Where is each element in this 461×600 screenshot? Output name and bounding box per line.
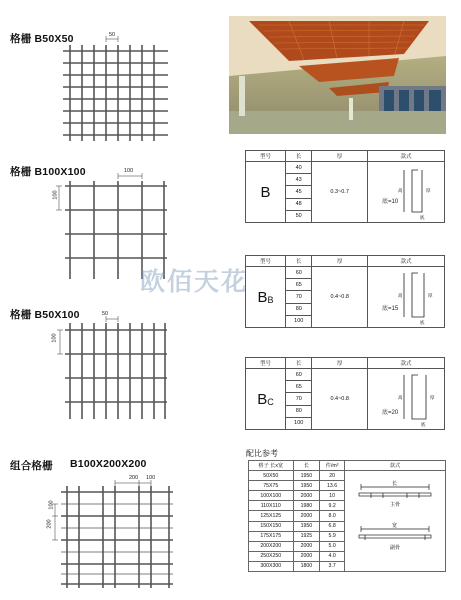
model-sub: B (267, 294, 274, 305)
ratio-cell: 3.7 (320, 561, 345, 571)
ratio-table (248, 460, 446, 572)
length-cell: 60 (286, 267, 312, 279)
ratio-cell: 250X250 (249, 551, 294, 561)
length-cell: 65 (286, 279, 312, 291)
ratio-cell: 75X75 (249, 481, 294, 491)
col-style: 款式 (368, 358, 445, 369)
ratio-cell: 50X50 (249, 471, 294, 481)
col-thickness: 厚 (312, 358, 368, 369)
ratio-cell: 175X175 (249, 531, 294, 541)
ratio-cell: 8.0 (320, 511, 345, 521)
ratio-cell: 2000 (293, 551, 320, 561)
length-cell: 43 (285, 174, 311, 186)
length-cell: 65 (286, 381, 312, 393)
length-cell: 70 (286, 291, 312, 303)
length-cell: 80 (286, 405, 312, 417)
thickness-cell: 0.3~0.7 (312, 162, 368, 223)
ratio-cell: 2000 (293, 541, 320, 551)
grid-dim-top: 100 (124, 168, 134, 174)
ratio-col-length: 长 (293, 461, 320, 471)
ratio-cell: 300X300 (249, 561, 294, 571)
model-letter: B (257, 288, 268, 306)
thick-label: 厚 (428, 293, 433, 298)
height-label: 高 (398, 293, 403, 298)
model-cell (246, 369, 286, 430)
spec-table-bc (245, 357, 445, 430)
ratio-col-pieces: 件/m² (320, 461, 345, 471)
ratio-cell: 2000 (293, 511, 320, 521)
col-length: 长 (285, 151, 311, 162)
ratio-cell: 1980 (293, 501, 320, 511)
length-cell: 48 (285, 198, 311, 210)
main-label: 主骨 (390, 502, 401, 509)
watermark: 欧佰天花 (140, 268, 249, 296)
ratio-cell: 150X150 (249, 521, 294, 531)
ratio-cell: 13.6 (320, 481, 345, 491)
ratio-cell: 5.9 (320, 531, 345, 541)
grid-dim-top-b: 100 (146, 475, 156, 481)
grid-dim-label: 50 (109, 32, 116, 38)
ratio-cell: 20 (320, 471, 345, 481)
grid-title-b50x50: 格栅 B50X50 (10, 33, 74, 45)
ratio-cell: 1800 (293, 561, 320, 571)
grid-title-b100x100: 格栅 B100X100 (10, 166, 86, 178)
ratio-col-style: 款式 (345, 461, 446, 471)
sub-label: 副骨 (390, 545, 401, 552)
col-model: 型号 (246, 358, 286, 369)
grid-combo-drawing (55, 480, 180, 590)
model-cell (246, 162, 286, 223)
col-thickness: 厚 (312, 151, 368, 162)
ratio-cell: 1950 (293, 481, 320, 491)
ratio-cell: 1925 (293, 531, 320, 541)
ratio-cell: 9.2 (320, 501, 345, 511)
base-size: 底=20 (382, 410, 399, 416)
ratio-col-size: 格子 长x宽 (249, 461, 294, 471)
thickness-cell: 0.4~0.8 (312, 369, 368, 430)
thick-label: 厚 (430, 395, 435, 400)
model-sub: C (267, 396, 274, 407)
table-row (249, 471, 446, 481)
ratio-style-diagram (345, 471, 446, 572)
ratio-cell: 6.8 (320, 521, 345, 531)
base-label: 底 (421, 422, 426, 427)
base-label: 底 (420, 215, 425, 220)
length-cell: 100 (286, 315, 312, 327)
long-label: 长 (392, 481, 398, 488)
grid-title-b50x100: 格栅 B50X100 (10, 309, 80, 321)
ratio-cell: 200X200 (249, 541, 294, 551)
length-cell: 50 (285, 210, 311, 222)
ratio-title: 配比参考 (246, 449, 278, 458)
grid-dim-side-b: 100 (48, 500, 55, 510)
height-label: 高 (398, 188, 403, 193)
ratio-cell: 5.0 (320, 541, 345, 551)
thickness-cell: 0.4~0.8 (312, 267, 368, 328)
col-length: 长 (286, 256, 312, 267)
grid-title-combo-model: B100X200X200 (70, 458, 147, 470)
ratio-cell: 1950 (293, 521, 320, 531)
grid-dim-top: 50 (102, 311, 109, 317)
spec-table-b (245, 150, 445, 223)
ceiling-photo (229, 16, 446, 134)
ratio-cell: 10 (320, 491, 345, 501)
grid-b50x100-drawing (57, 313, 177, 423)
model-letter: B (257, 390, 268, 408)
model-letter: B (260, 183, 271, 201)
col-style: 款式 (368, 151, 445, 162)
base-size: 底=10 (382, 199, 399, 205)
col-thickness: 厚 (312, 256, 368, 267)
profile-diagram (368, 267, 445, 328)
length-cell: 100 (286, 417, 312, 429)
model-cell (246, 267, 286, 328)
grid-b50x50-drawing (60, 33, 180, 143)
spec-table-bb (245, 255, 445, 328)
grid-dim-side: 100 (52, 190, 59, 200)
length-cell: 70 (286, 393, 312, 405)
length-cell: 60 (286, 369, 312, 381)
ratio-cell: 110X110 (249, 501, 294, 511)
wide-label: 宽 (392, 523, 398, 530)
base-size: 底=15 (382, 306, 399, 312)
col-model: 型号 (246, 151, 286, 162)
ratio-cell: 100X100 (249, 491, 294, 501)
profile-diagram (368, 369, 445, 430)
thick-label: 厚 (426, 188, 431, 193)
grid-dim-side: 100 (51, 333, 58, 343)
ratio-cell: 125X125 (249, 511, 294, 521)
length-cell: 45 (285, 186, 311, 198)
col-style: 款式 (368, 256, 445, 267)
ratio-cell: 4.0 (320, 551, 345, 561)
col-length: 长 (286, 358, 312, 369)
height-label: 高 (398, 395, 403, 400)
col-model: 型号 (246, 256, 286, 267)
ratio-cell: 2000 (293, 491, 320, 501)
profile-diagram (368, 162, 445, 223)
grid-title-combo: 组合格栅 (10, 460, 53, 472)
grid-dim-top-a: 200 (129, 475, 139, 481)
length-cell: 80 (286, 303, 312, 315)
length-cell: 40 (285, 162, 311, 174)
grid-dim-side-a: 200 (46, 519, 53, 529)
ratio-cell: 1950 (293, 471, 320, 481)
base-label: 底 (420, 320, 425, 325)
